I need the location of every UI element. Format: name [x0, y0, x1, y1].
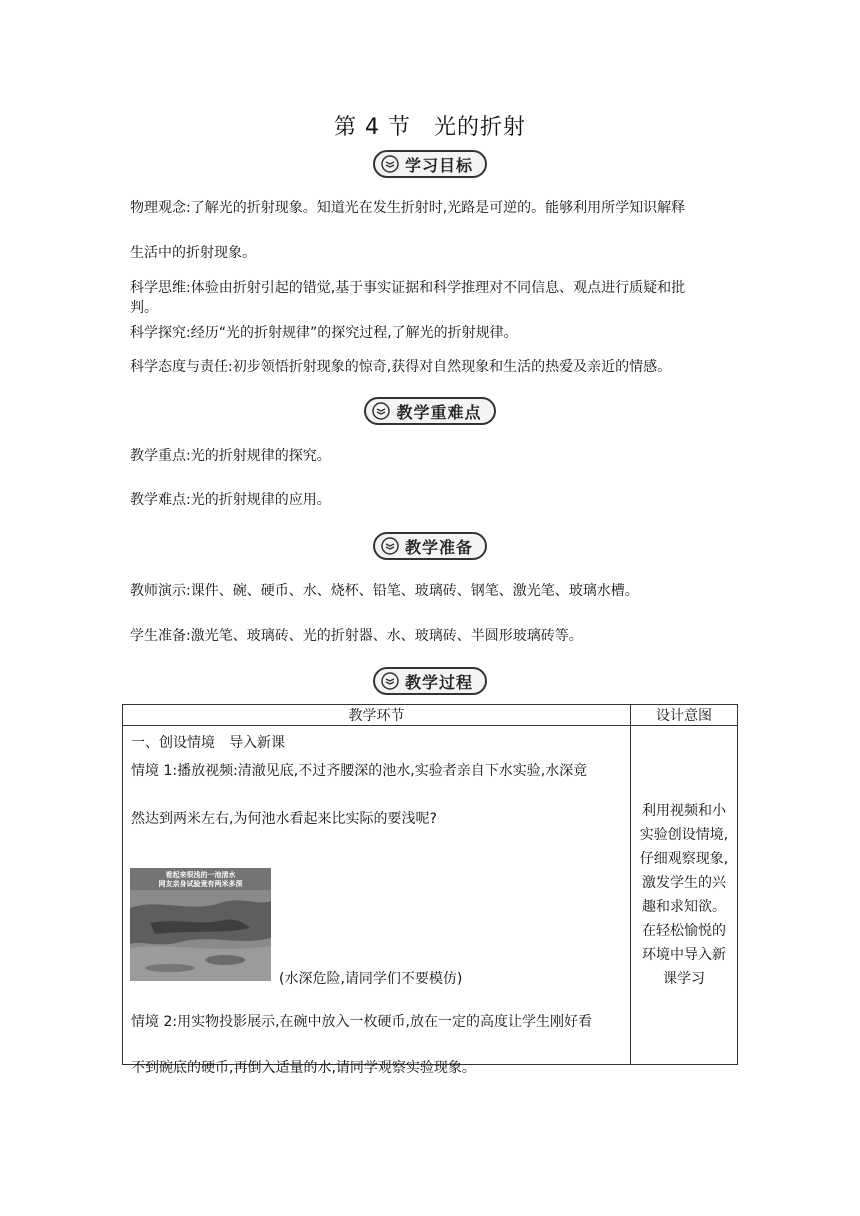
section-title-prep: 教学准备: [404, 537, 473, 557]
section-badge-goals: [0, 150, 860, 176]
book-icon: [381, 537, 399, 555]
photo-caption: 网友亲身试验竟有两米多深: [158, 880, 243, 888]
student-prep: 学生准备:激光笔、玻璃砖、光的折射器、水、玻璃砖、半圆形玻璃砖等。: [130, 628, 583, 644]
section-title-keypoints: 教学重难点: [396, 402, 482, 422]
goal-line: 生活中的折射现象。: [130, 245, 256, 261]
section-badge-keypoints: [0, 397, 860, 423]
book-icon: [381, 672, 399, 690]
pool-photo: [130, 868, 271, 981]
goal-line: 科学思维:体验由折射引起的错觉,基于事实证据和科学推理对不同信息、观点进行质疑和批: [130, 280, 686, 296]
scenario-2-line: 不到碗底的硬币,再倒入适量的水,请同学观察实验现象。: [131, 1060, 476, 1076]
section-title-goals: 学习目标: [404, 155, 473, 175]
scenario-2-line: 情境 2:用实物投影展示,在碗中放入一枚硬币,放在一定的高度让学生刚好看: [131, 1014, 592, 1030]
teacher-prep: 教师演示:课件、碗、硬币、水、烧杯、铅笔、玻璃砖、钢笔、激光笔、玻璃水槽。: [130, 583, 639, 599]
stage-heading: 一、创设情境 导入新课: [131, 735, 285, 751]
difficult-point: 教学难点:光的折射规律的应用。: [130, 492, 331, 508]
goal-line: 判。: [130, 300, 158, 316]
section-title-process: 教学过程: [404, 672, 473, 692]
section-badge-process: [0, 667, 860, 693]
page-title: 第 4 节 光的折射: [334, 115, 526, 140]
table-header-row: [123, 705, 738, 726]
design-intent-text: 利用视频和小实验创设情境,仔细观察现象,激发学生的兴趣和求知欲。在轻松愉悦的环境中导入新课学习: [639, 803, 729, 987]
goal-line: 物理观念:了解光的折射现象。知道光在发生折射时,光路是可逆的。能够利用所学知识解释: [130, 200, 686, 216]
goal-line: 科学探究:经历“光的折射规律”的探究过程,了解光的折射规律。: [130, 325, 518, 341]
table-row: [123, 726, 738, 1065]
scenario-1-line: 然达到两米左右,为何池水看起来比实际的要浅呢?: [131, 811, 437, 827]
key-point: 教学重点:光的折射规律的探究。: [130, 448, 331, 464]
safety-note: (水深危险,请同学们不要模仿): [279, 971, 463, 987]
teaching-stage-cell: [123, 726, 631, 1076]
book-icon: [372, 402, 390, 420]
goal-line: 科学态度与责任:初步领悟折射现象的惊奇,获得对自然现象和生活的热爱及亲近的情感。: [130, 359, 672, 375]
header-design-intent: 设计意图: [631, 705, 738, 726]
design-intent-cell: [631, 726, 738, 1065]
section-badge-prep: [0, 532, 860, 558]
header-teaching-stage: 教学环节: [123, 705, 631, 726]
book-icon: [381, 155, 399, 173]
scenario-1-line: 情境 1:播放视频:清澈见底,不过齐腰深的池水,实验者亲自下水实验,水深竟: [131, 763, 588, 779]
photo-caption: 看起来很浅的一池清水: [165, 871, 236, 879]
teaching-process-table: [122, 704, 738, 1076]
